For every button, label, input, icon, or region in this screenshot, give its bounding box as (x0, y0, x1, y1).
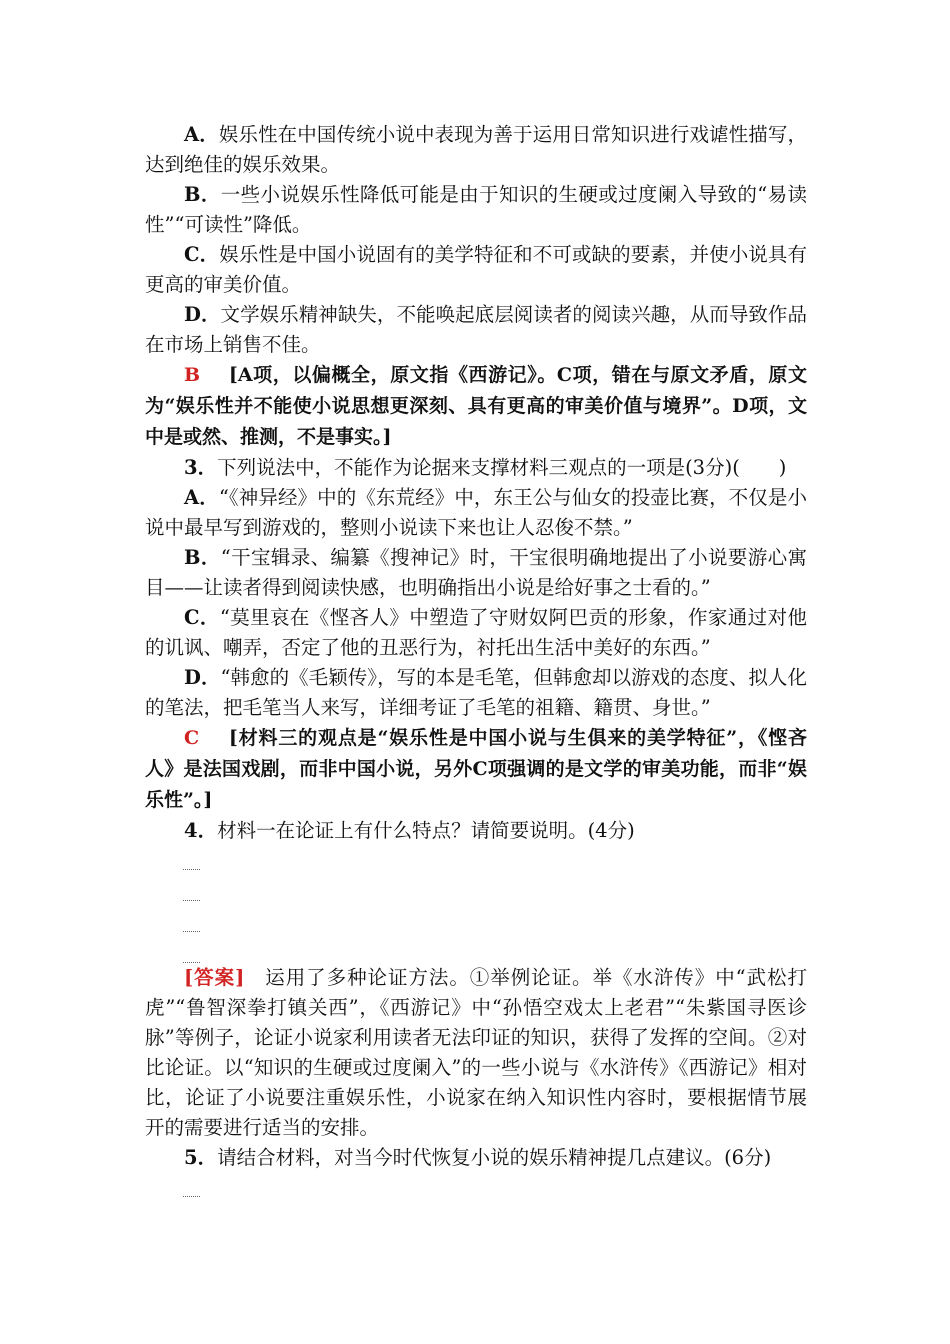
answer-blank-line[interactable] (183, 901, 200, 932)
option-label: B． (184, 183, 221, 206)
option-label: C． (184, 243, 220, 266)
option-text: “莫里哀在《悭吝人》中塑造了守财奴阿巴贡的形象，作家通过对他的讥讽、嘲弄，否定了他的丑恶行为，衬托出生活中美好的东西。” (145, 606, 807, 659)
option-text: “干宝辑录、编纂《搜神记》时，干宝很明确地提出了小说要游心寓目——让读者得到阅读快感，也明确指出小说是给好事之士看的。” (145, 546, 807, 599)
option-label: A． (184, 123, 219, 146)
q2-option-b (145, 180, 807, 240)
q3-option-d (145, 663, 807, 723)
q2-option-c (145, 240, 807, 300)
question-number: 4． (184, 819, 218, 842)
document-content (145, 120, 807, 1197)
q3-option-b (145, 543, 807, 603)
answer-explanation: [A项，以偏概全，原文指《西游记》。C项，错在与原文矛盾，原文为“娱乐性并不能使小说思想更深刻、具有更高的审美价值与境界”。D项，文中是或然、推测，不是事实。] (145, 364, 807, 448)
q3-answer (145, 723, 807, 816)
option-text: 一些小说娱乐性降低可能是由于知识的生硬或过度阑入导致的“易读性”“可读性”降低。 (145, 183, 807, 236)
question-text: 请结合材料，对当今时代恢复小说的娱乐精神提几点建议。(6分) (217, 1146, 772, 1169)
answer-text: 运用了多种论证方法。①举例论证。举《水浒传》中“武松打虎”“鲁智深拳打镇关西”，《西游记》中“孙悟空戏太上老君”“朱紫国寻医诊脉”等例子，论证小说家利用读者无法印证的知识，获得了发挥的空间。②对比论证。以“知识的生硬或过度阑入”的一些小说与《水浒传》《西游记》相对比，论证了小说要注重娱乐性，小说家在纳入知识性内容时，要根据情节展开的需要进行适当的安排。 (145, 966, 807, 1139)
q3-question (145, 453, 807, 483)
question-text: 下列说法中，不能作为论据来支撑材料三观点的一项是(3分)( ) (217, 456, 787, 479)
q2-answer (145, 360, 807, 453)
question-number: 3． (184, 456, 218, 479)
question-text: 材料一在论证上有什么特点？请简要说明。(4分) (217, 819, 635, 842)
q4-question (145, 816, 807, 846)
option-label: D． (184, 666, 221, 689)
q2-option-a (145, 120, 807, 180)
answer-explanation: [材料三的观点是“娱乐性是中国小说与生俱来的美学特征”，《悭吝人》是法国戏剧，而非中国小说，另外C项强调的是文学的审美功能，而非“娱乐性”。] (145, 727, 807, 811)
q3-option-a (145, 483, 807, 543)
answer-blank-line[interactable] (183, 870, 200, 901)
answer-blank-line[interactable] (183, 846, 200, 870)
answer-letter: B (184, 364, 201, 386)
question-number: 5． (184, 1146, 218, 1169)
answer-letter: C (184, 727, 200, 749)
option-label: D． (184, 303, 221, 326)
q4-answer (145, 963, 807, 1143)
option-text: “《神异经》中的《东荒经》中，东王公与仙女的投壶比赛，不仅是小说中最早写到游戏的，整则小说读下来也让人忍俊不禁。” (145, 486, 807, 539)
q5-question (145, 1143, 807, 1173)
option-text: 文学娱乐精神缺失，不能唤起底层阅读者的阅读兴趣，从而导致作品在市场上销售不佳。 (145, 303, 807, 356)
option-label: B． (184, 546, 221, 569)
q3-option-c (145, 603, 807, 663)
option-text: 娱乐性在中国传统小说中表现为善于运用日常知识进行戏谑性描写，达到绝佳的娱乐效果。 (145, 123, 807, 176)
option-label: A． (184, 486, 219, 509)
option-label: C． (184, 606, 220, 629)
option-text: 娱乐性是中国小说固有的美学特征和不可或缺的要素，并使小说具有更高的审美价值。 (145, 243, 807, 296)
answer-tag: [答案] (184, 966, 245, 989)
answer-blank-line[interactable] (183, 1173, 200, 1197)
option-text: “韩愈的《毛颖传》，写的本是毛笔，但韩愈却以游戏的态度、拟人化的笔法，把毛笔当人来写，详细考证了毛笔的祖籍、籍贯、身世。” (145, 666, 807, 719)
q2-option-d (145, 300, 807, 360)
answer-blank-line[interactable] (183, 932, 200, 963)
